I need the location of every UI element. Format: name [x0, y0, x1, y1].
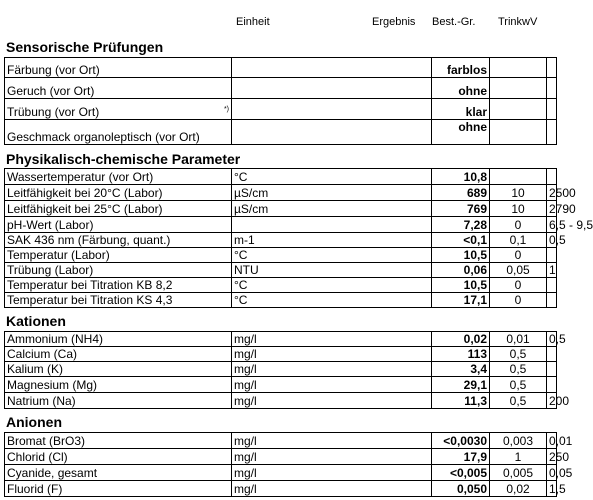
param-drinking-limit: 2790 — [547, 201, 557, 217]
table-row — [5, 248, 557, 263]
param-drinking-limit — [547, 347, 557, 362]
param-drinking-limit — [547, 377, 557, 393]
param-result: 17,9 — [432, 449, 490, 465]
param-drinking-limit — [547, 78, 557, 99]
param-name: Ammonium (NH4) — [5, 332, 232, 347]
param-name: Calcium (Ca) — [5, 347, 232, 362]
param-unit: m-1 — [232, 233, 432, 248]
param-limit: 0 — [490, 293, 547, 308]
table-physchem — [4, 168, 593, 308]
param-name: Geschmack organoleptisch (vor Ort) — [5, 120, 232, 145]
table-row — [5, 449, 557, 465]
section-title-physchem: Physikalisch-chemische Parameter — [6, 151, 241, 167]
param-limit: 0,5 — [490, 377, 547, 393]
param-drinking-limit — [547, 99, 557, 120]
param-limit — [490, 78, 547, 99]
param-result: 17,1 — [432, 293, 490, 308]
table-row — [5, 78, 557, 99]
param-name: pH-Wert (Labor) — [5, 217, 232, 233]
param-drinking-limit: 0,01 — [547, 433, 557, 449]
param-unit: °C — [232, 293, 432, 308]
param-limit: 0,01 — [490, 332, 547, 347]
param-limit: 0,5 — [490, 347, 547, 362]
section-title-sensory: Sensorische Prüfungen — [6, 39, 164, 55]
param-name: Bromat (BrO3) — [5, 433, 232, 449]
param-unit: mg/l — [232, 377, 432, 393]
param-drinking-limit — [547, 278, 557, 293]
param-unit: mg/l — [232, 433, 432, 449]
param-drinking-limit: 6,5 - 9,5 — [547, 217, 557, 233]
param-name: Kalium (K) — [5, 362, 232, 377]
param-unit — [232, 99, 432, 120]
param-drinking-limit: 0,5 — [547, 233, 557, 248]
param-drinking-limit — [547, 293, 557, 308]
table-row — [5, 263, 557, 278]
param-result: <0,005 — [432, 465, 490, 481]
param-limit — [490, 120, 547, 145]
param-name: Trübung (Labor) — [5, 263, 232, 278]
param-result: 10,5 — [432, 278, 490, 293]
param-limit: 0 — [490, 278, 547, 293]
table-row — [5, 347, 557, 362]
col-header-drinking-water: TrinkwV — [498, 16, 538, 28]
param-unit: µS/cm — [232, 185, 432, 201]
table-row — [5, 332, 557, 347]
param-name: Temperatur bei Titration KS 4,3 — [5, 293, 232, 308]
table-cations — [4, 331, 570, 409]
param-unit — [232, 217, 432, 233]
param-limit — [490, 99, 547, 120]
param-result: 113 — [432, 347, 490, 362]
table-row — [5, 433, 557, 449]
param-unit: mg/l — [232, 465, 432, 481]
param-drinking-limit — [547, 248, 557, 263]
table-row — [5, 362, 557, 377]
param-result: ohne — [432, 120, 490, 145]
param-result: 689 — [432, 185, 490, 201]
param-name: Magnesium (Mg) — [5, 377, 232, 393]
table-row — [5, 58, 557, 78]
param-drinking-limit: 0,5 — [547, 332, 557, 347]
param-unit: mg/l — [232, 362, 432, 377]
param-name: Chlorid (Cl) — [5, 449, 232, 465]
param-unit — [232, 120, 432, 145]
param-unit: µS/cm — [232, 201, 432, 217]
param-result: 11,3 — [432, 393, 490, 409]
param-result: 29,1 — [432, 377, 490, 393]
table-row — [5, 481, 557, 497]
param-name: Cyanide, gesamt — [5, 465, 232, 481]
param-result: klar — [432, 99, 490, 120]
param-unit: mg/l — [232, 481, 432, 497]
param-unit: mg/l — [232, 347, 432, 362]
param-limit: 0,1 — [490, 233, 547, 248]
param-name: SAK 436 nm (Färbung, quant.) — [5, 233, 232, 248]
param-result: farblos — [432, 58, 490, 78]
param-unit: NTU — [232, 263, 432, 278]
param-unit: °C — [232, 169, 432, 185]
param-name: Trübung (vor Ort) — [7, 105, 100, 119]
param-drinking-limit: 0,05 — [547, 465, 557, 481]
param-name: Fluorid (F) — [5, 481, 232, 497]
param-name: Wassertemperatur (vor Ort) — [5, 169, 232, 185]
param-limit: 10 — [490, 201, 547, 217]
param-result: ohne — [432, 78, 490, 99]
param-result: 10,5 — [432, 248, 490, 263]
param-name: Leitfähigkeit bei 20°C (Labor) — [5, 185, 232, 201]
param-limit: 0,02 — [490, 481, 547, 497]
param-limit: 0,005 — [490, 465, 547, 481]
param-drinking-limit — [547, 169, 557, 185]
section-title-cations: Kationen — [6, 313, 66, 329]
param-unit: mg/l — [232, 393, 432, 409]
param-limit: 0,05 — [490, 263, 547, 278]
table-row — [5, 278, 557, 293]
param-limit — [490, 169, 547, 185]
param-result: 0,06 — [432, 263, 490, 278]
param-limit: 0,5 — [490, 362, 547, 377]
param-drinking-limit: 2500 — [547, 185, 557, 201]
param-result: 769 — [432, 201, 490, 217]
section-title-anions: Anionen — [6, 414, 62, 430]
param-result: <0,0030 — [432, 433, 490, 449]
col-header-result: Ergebnis — [372, 16, 416, 28]
param-limit: 0,003 — [490, 433, 547, 449]
param-limit: 10 — [490, 185, 547, 201]
param-name-cell — [5, 99, 232, 120]
table-row — [5, 201, 557, 217]
table-row — [5, 185, 557, 201]
param-result: 3,4 — [432, 362, 490, 377]
table-row — [5, 465, 557, 481]
param-drinking-limit — [547, 58, 557, 78]
param-name: Färbung (vor Ort) — [5, 58, 232, 78]
param-unit: °C — [232, 278, 432, 293]
table-row — [5, 377, 557, 393]
param-name: Leitfähigkeit bei 25°C (Labor) — [5, 201, 232, 217]
param-result: 10,8 — [432, 169, 490, 185]
table-sensory — [4, 57, 557, 145]
table-row — [5, 233, 557, 248]
param-result: 7,28 — [432, 217, 490, 233]
param-drinking-limit: 1,5 — [547, 481, 557, 497]
param-result: 0,02 — [432, 332, 490, 347]
table-row — [5, 393, 557, 409]
param-unit: °C — [232, 248, 432, 263]
param-limit: 0,5 — [490, 393, 547, 409]
col-header-unit: Einheit — [236, 16, 270, 28]
table-row — [5, 120, 557, 145]
param-name: Temperatur (Labor) — [5, 248, 232, 263]
col-header-limit: Best.-Gr. — [432, 16, 476, 28]
table-row — [5, 169, 557, 185]
param-limit — [490, 58, 547, 78]
table-row — [5, 217, 557, 233]
param-drinking-limit — [547, 362, 557, 377]
param-name: Natrium (Na) — [5, 393, 232, 409]
param-unit: mg/l — [232, 449, 432, 465]
table-row — [5, 99, 557, 120]
param-unit — [232, 58, 432, 78]
param-result: 0,050 — [432, 481, 490, 497]
param-drinking-limit: 200 — [547, 393, 557, 409]
param-limit: 0 — [490, 248, 547, 263]
param-result: <0,1 — [432, 233, 490, 248]
param-name: Temperatur bei Titration KB 8,2 — [5, 278, 232, 293]
param-unit — [232, 78, 432, 99]
param-limit: 1 — [490, 449, 547, 465]
param-drinking-limit — [547, 120, 557, 145]
footnote-marker: *) — [223, 106, 229, 113]
param-drinking-limit: 1 — [547, 263, 557, 278]
param-limit: 0 — [490, 217, 547, 233]
param-drinking-limit: 250 — [547, 449, 557, 465]
param-name: Geruch (vor Ort) — [5, 78, 232, 99]
table-row — [5, 293, 557, 308]
table-anions — [4, 432, 573, 497]
param-unit: mg/l — [232, 332, 432, 347]
